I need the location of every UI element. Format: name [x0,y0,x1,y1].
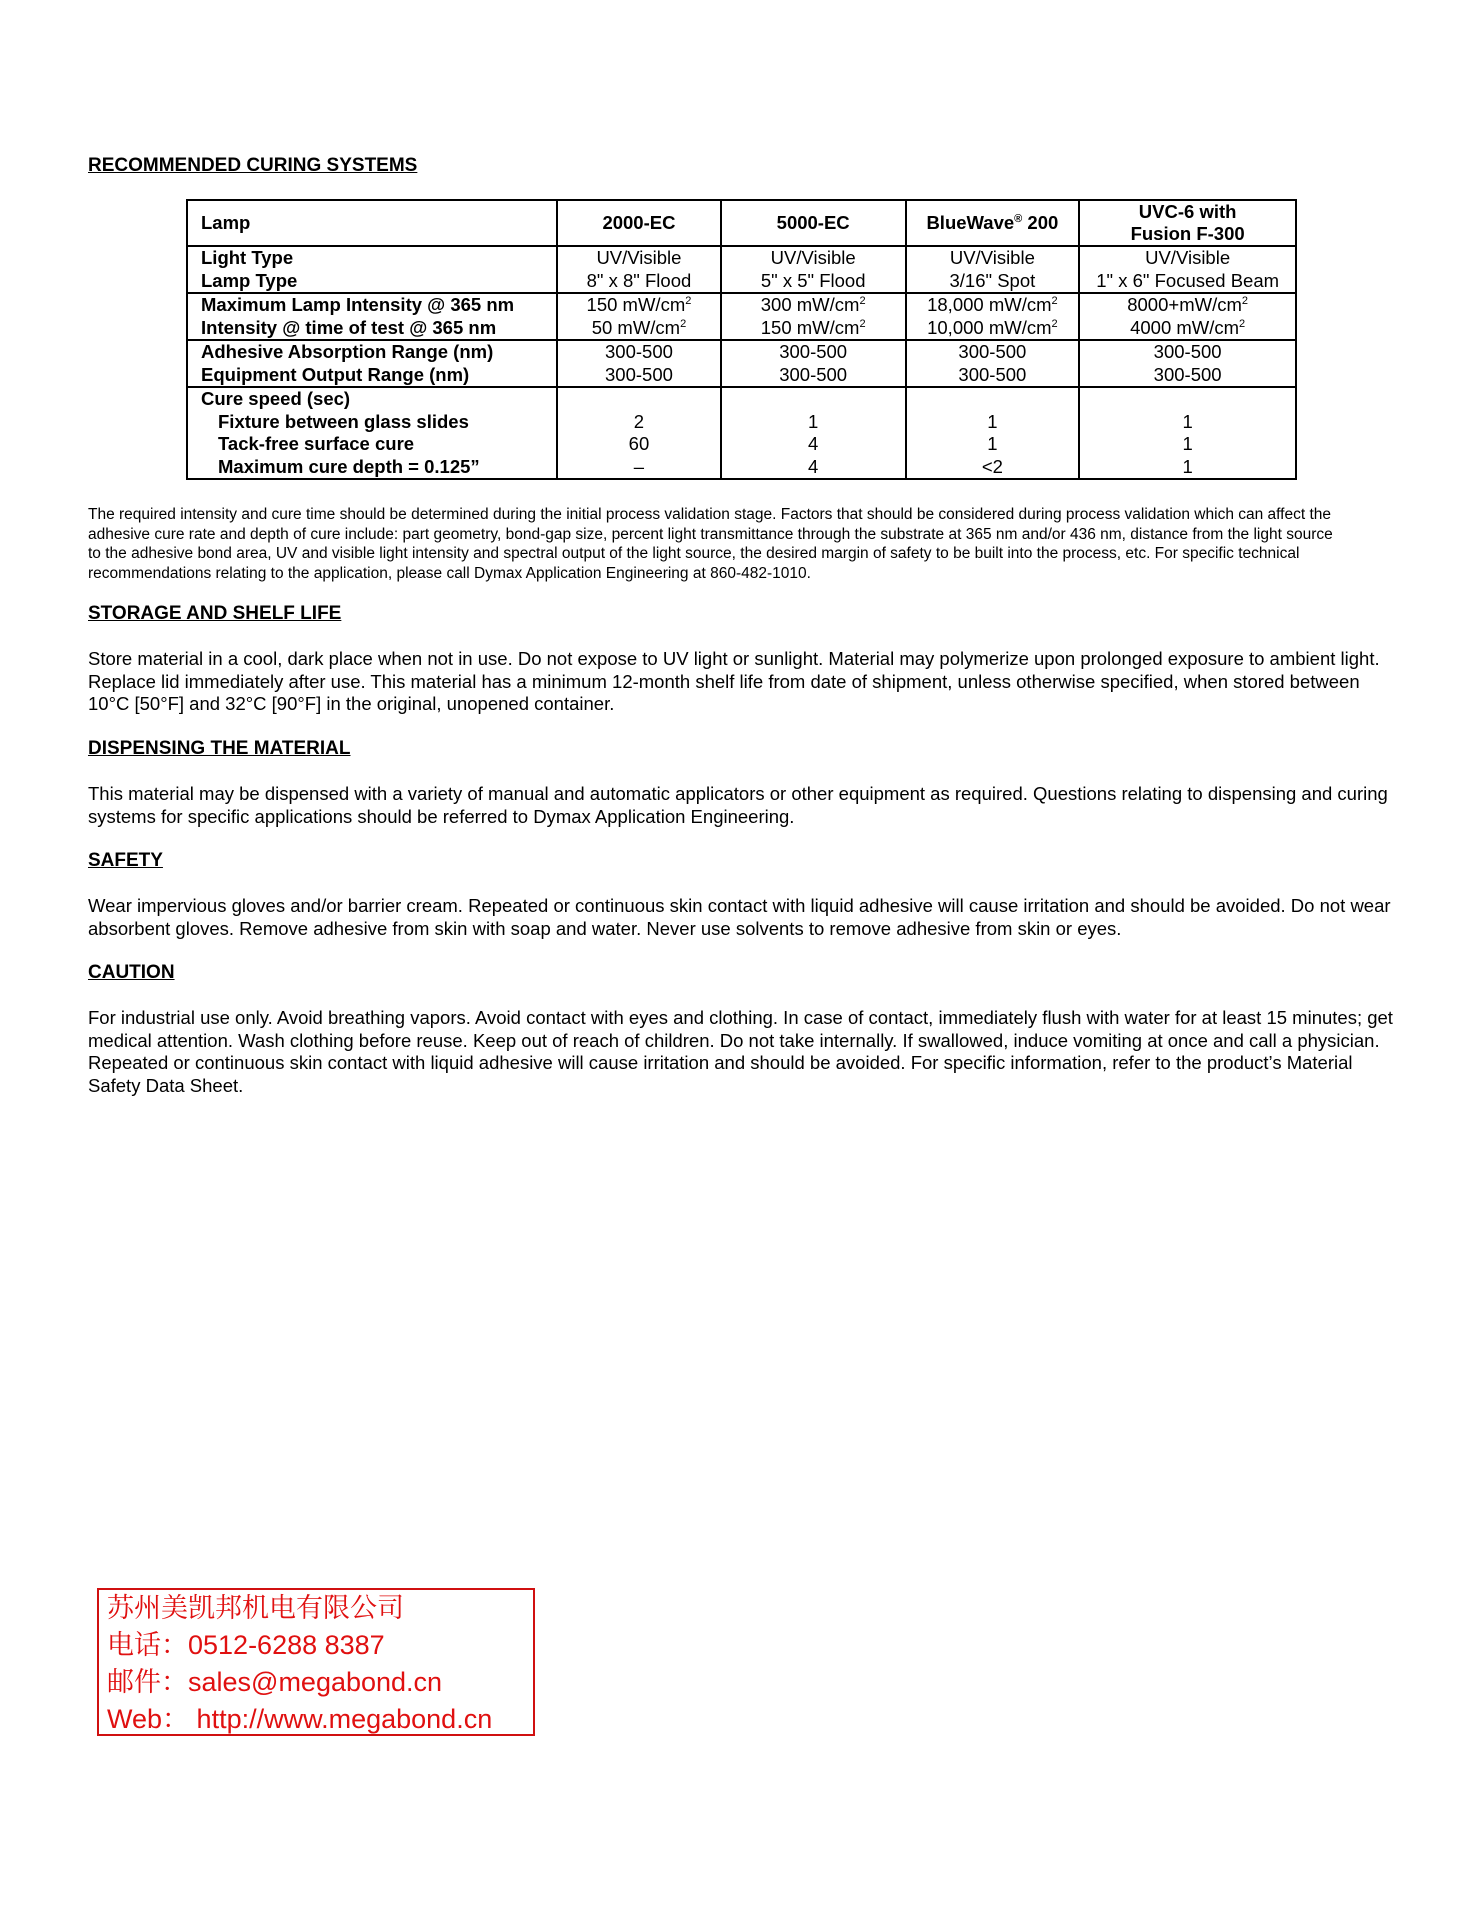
storage-heading: STORAGE AND SHELF LIFE [88,603,342,624]
email-line: 邮件：sales@megabond.cn [107,1667,443,1698]
header-2000-ec: 2000-EC [557,200,721,246]
curing-systems-table [186,199,1297,480]
table-row: Maximum Lamp Intensity @ 365 nm 150 $mW/cm^2$ 300 $mW/cm^2$ 18,000 $mW/cm^2$ $8000+mW/cm^2$ [187,293,1296,317]
contact-box [97,1588,535,1736]
header-uvc-6: UVC-6 with Fusion F-300 [1079,200,1296,246]
table-row: Cure speed (sec) [187,387,1296,411]
table-row: Equipment Output Range (nm) 300-500 300-500 300-500 300-500 [187,364,1296,388]
phone-line: 电话：0512-6288 8387 [107,1630,385,1661]
validation-note: The required intensity and cure time should be determined during the initial process validation stage. Factors that should be considered during process validation which can affect the adhesive cure rate and depth of cure include: part geometry, bond-gap size, percent light transmittance through the substrate at 365 nm and/or 436 nm, distance from the light source to the adhesive bond area, UV and visible light intensity and spectral output of the light source, the desired margin of safety to be built into the process, etc. For specific technical recommendations relating to the application, please call Dymax Application Engineering at 860-482-1010. [88,506,1333,582]
header-lamp: Lamp [187,200,557,246]
table-row: Light Type UV/Visible UV/Visible UV/Visible UV/Visible [187,246,1296,270]
caution-paragraph: For industrial use only. Avoid breathing vapors. Avoid contact with eyes and clothing. In case of contact, immediately flush with water for at least 15 minutes; get medical attention. Wash clothing before reuse. Keep out of reach of children. Do not take internally. If swallowed, induce vomiting at once and call a physician. Repeated or continuous skin contact with liquid adhesive will cause irritation and should be avoided. For specific information, refer to the product’s Material Safety Data Sheet. [88,1007,1393,1096]
header-5000-ec: 5000-EC [721,200,906,246]
table-row: Lamp Type 8" x 8" Flood 5" x 5" Flood 3/16" Spot 1" x 6" Focused Beam [187,270,1296,294]
table-header-row [187,200,1296,246]
table-row: Tack-free surface cure 60 4 1 1 [187,433,1296,456]
web-link[interactable]: http://www.megabond.cn [196,1704,493,1734]
table-row: Maximum cure depth = 0.125” – 4 <2 1 [187,456,1296,480]
header-bluewave-200: BlueWave® 200 [906,200,1080,246]
table-row: Adhesive Absorption Range (nm) 300-500 300-500 300-500 300-500 [187,340,1296,364]
table-row: Intensity @ time of test @ 365 nm 50 $mW/cm^2$ 150 $mW/cm^2$ 10,000 $mW/cm^2$ 4000 $mW/cm^2$ [187,317,1296,341]
email-link[interactable]: sales@megabond.cn [188,1667,443,1697]
safety-paragraph: Wear impervious gloves and/or barrier cream. Repeated or continuous skin contact with liquid adhesive will cause irritation and should be avoided. Do not wear absorbent gloves. Remove adhesive from skin with soap and water. Never use solvents to remove adhesive from skin or eyes. [88,895,1391,939]
dispensing-paragraph: This material may be dispensed with a variety of manual and automatic applicators or other equipment as required. Questions relating to dispensing and curing systems for specific applications should be referred to Dymax Application Engineering. [88,783,1388,827]
safety-heading: SAFETY [88,850,163,871]
web-line: Web： http://www.megabond.cn [107,1704,493,1734]
table-row: Fixture between glass slides 2 1 1 1 [187,411,1296,434]
company-name: 苏州美凯邦机电有限公司 [107,1593,404,1624]
caution-heading: CAUTION [88,962,175,983]
storage-paragraph: Store material in a cool, dark place when not in use. Do not expose to UV light or sunlight. Material may polymerize upon prolonged exposure to ambient light. Replace lid immediately after use. This material has a minimum 12-month shelf life from date of shipment, unless otherwise specified, when stored between 10°C [50°F] and 32°C [90°F] in the original, unopened container. [88,648,1380,714]
recommended-curing-heading: RECOMMENDED CURING SYSTEMS [88,155,418,176]
dispensing-heading: DISPENSING THE MATERIAL [88,738,351,759]
